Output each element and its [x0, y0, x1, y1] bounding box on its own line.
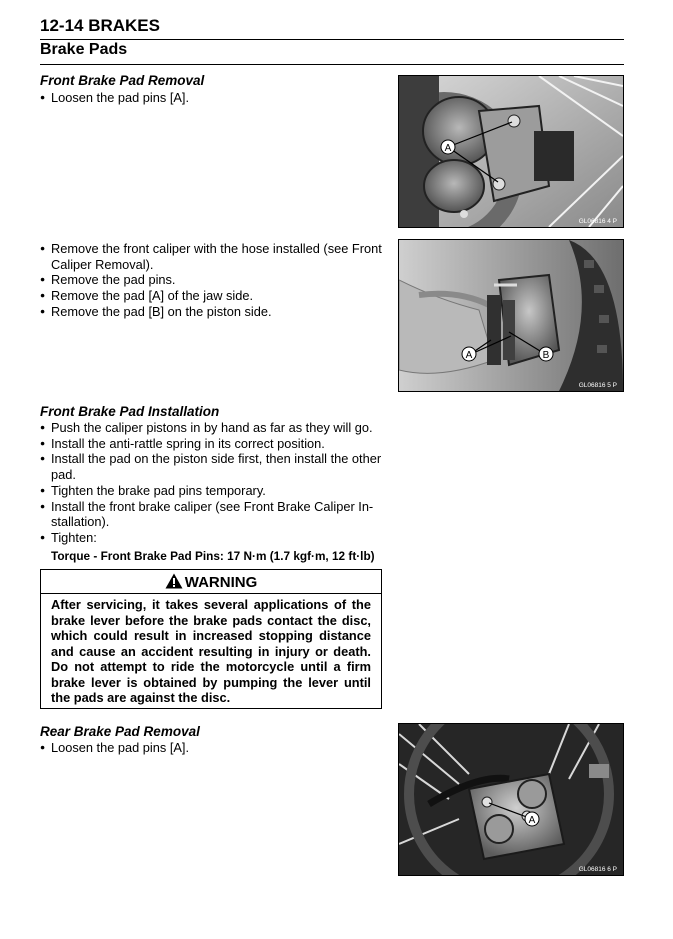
list-item: ● Remove the front caliper with the hose installed (see Front Caliper Removal).: [40, 241, 382, 272]
front-removal-steps-2: [40, 241, 382, 320]
callout-b: B: [542, 350, 550, 361]
front-installation-steps: [40, 420, 382, 546]
callout-a: A: [465, 350, 473, 361]
figure-rear-caliper-pins: [398, 723, 624, 876]
warning-box: [40, 569, 382, 709]
section-rule: [40, 64, 624, 65]
front-installation-heading: Front Brake Pad Installation: [40, 404, 220, 419]
figure-code: GL06816 6 P: [578, 866, 617, 873]
list-item: ● Remove the pad pins.: [40, 272, 382, 288]
torque-spec: Torque - Front Brake Pad Pins: 17 N·m (1.7 kgf·m, 12 ft·lb): [51, 549, 375, 563]
figure-code: GL06816 5 P: [578, 382, 617, 389]
page-header: 12-14 BRAKES: [40, 16, 160, 35]
warning-icon: [165, 573, 183, 589]
list-item: ● Loosen the pad pins [A].: [40, 90, 382, 106]
warning-title: [41, 573, 381, 591]
figure-caliper-pads: [398, 239, 624, 392]
callout-a: A: [444, 143, 452, 154]
list-item: ● Remove the pad [B] on the piston side.: [40, 304, 382, 320]
list-item: ● Tighten the brake pad pins temporary.: [40, 483, 382, 499]
list-item: ● Remove the pad [A] of the jaw side.: [40, 288, 382, 304]
rear-removal-heading: Rear Brake Pad Removal: [40, 724, 200, 739]
list-item: ● Loosen the pad pins [A].: [40, 740, 382, 756]
header-rule: [40, 39, 624, 40]
list-item: ● Install the pad on the piston side first, then install the other pad.: [40, 451, 382, 482]
list-item: ● Tighten:: [40, 530, 382, 546]
front-removal-heading: Front Brake Pad Removal: [40, 73, 205, 88]
callout-a: A: [528, 815, 536, 826]
section-title: Brake Pads: [40, 41, 128, 58]
figure-front-caliper-pins: [398, 75, 624, 228]
warning-rule: [41, 593, 381, 594]
figure-code: GL06816 4 P: [578, 218, 617, 225]
rear-removal-steps: [40, 740, 382, 756]
warning-text: After servicing, it takes several applications of the brake lever before the brake pads contact the disc, which could result in increased stopping distance and cause an accident resulting in injury or death. Do not attempt to ride the motorcycle until a firm brake lever is obtained by pumping the lever until the pads are against the disc.: [51, 597, 371, 705]
front-removal-steps: [40, 90, 382, 106]
list-item: ● Install the front brake caliper (see Front Brake Caliper In-stallation).: [40, 499, 382, 530]
warning-title-text: WARNING: [184, 574, 258, 591]
list-item: ● Push the caliper pistons in by hand as far as they will go.: [40, 420, 382, 436]
list-item: ● Install the anti-rattle spring in its correct position.: [40, 436, 382, 452]
